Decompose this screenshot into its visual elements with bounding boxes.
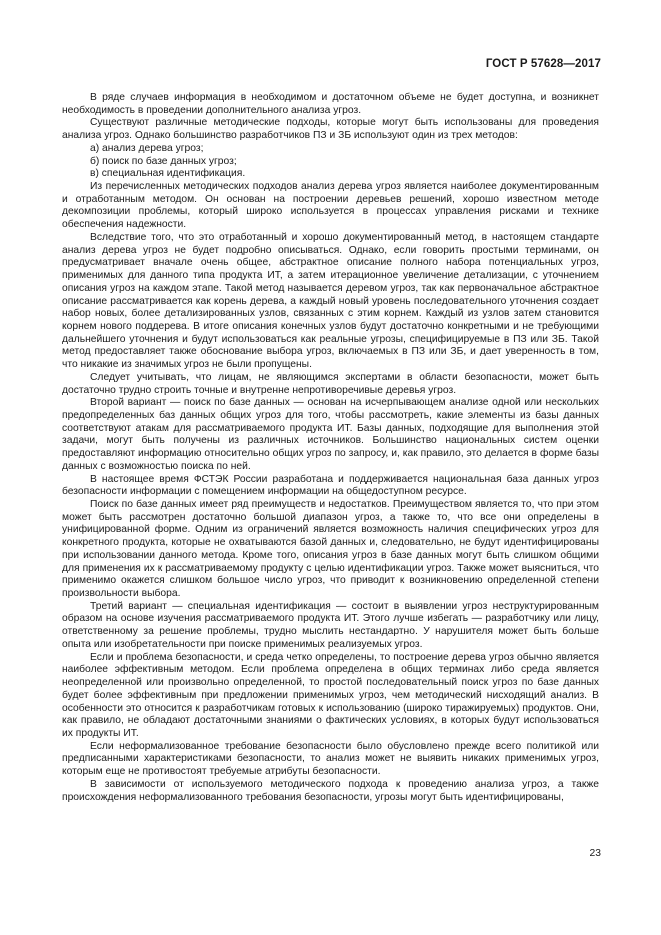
paragraph: В зависимости от используемого методического подхода к проведению анализа угроз, а также происхождения неформализованного требования безопасности, угрозы могут быть идентифицированы,: [62, 778, 599, 803]
page-number: 23: [589, 848, 601, 859]
paragraph: Второй вариант — поиск по базе данных — основан на исчерпывающем анализе одной или нескольких предопределенных баз данных общих угроз для того, чтобы рассмотреть, какие элементы из базы данных соответствуют атакам для рассматриваемого продукта ИТ. Базы данных, подходящие для выполнения этой задачи, могут быть получены из различных источников. Большинство национальных систем оценки предоставляют информацию относительно общих угроз по запросу, и, как правило, это делается в форме базы данных с возможностью поиска по ней.: [62, 397, 599, 472]
paragraph: В ряде случаев информация в необходимом и достаточном объеме не будет доступна, и возникнет необходимость в проведении дополнительного анализа угроз.: [62, 92, 599, 116]
list-item: в) специальная идентификация.: [90, 168, 246, 180]
paragraph: Если и проблема безопасности, и среда четко определены, то построение дерева угроз обычно является наиболее эффективным методом. Если проблема определена в общих терминах либо среда является неопределенной или произвольно определенной, то простой последовательный поиск угроз по базе данных будет более эффективным при предложении применимых угроз, чем методический нисходящий анализ. В особенности это относится к разработчикам готовых к использованию (широко тиражируемых) продуктов. Они, как правило, не обладают достаточными знаниями о фактических условиях, в которых будут использоваться их продукты ИТ.: [62, 651, 599, 739]
body-text: [62, 92, 599, 804]
paragraph: Существуют различные методические подходы, которые могут быть использованы для проведения анализа угроз. Однако большинство разработчиков ПЗ и ЗБ используют один из трех методов:: [62, 117, 599, 142]
paragraph: Следует учитывать, что лицам, не являющимся экспертами в области безопасности, может быть достаточно трудно строить точные и внутренне непротиворечивые деревья угроз.: [62, 371, 599, 396]
paragraph: В настоящее время ФСТЭК России разработана и поддерживается национальная база данных угроз безопасности информации с помещением информации на общедоступном ресурсе.: [62, 473, 599, 498]
paragraph: Вследствие того, что это отработанный и хорошо документированный метод, в настоящем стандарте анализ дерева угроз не будет подробно описываться. Однако, если говорить простыми терминами, он предусматривает вначале очень общее, абстрактное описание полного набора потенциальных угроз, применимых для данного типа продукта ИТ, а затем итерационное увеличение детализации, с уточнением описания угроз на каждом этапе. Такой метод называется деревом угроз, так как первоначальное абстрактное описание рассматривается как корень дерева, а каждый новый уровень последовательного уточнения создает набор новых, более детализированных узлов, связанных с этим корнем. Каждый из узлов затем становится корнем нового поддерева. В итоге описания конечных узлов будут достаточно конкретными и не требующими дальнейшего уточнения и будут использоваться как реальные угрозы, специфицируемые в ПЗ или ЗБ. Такой метод предоставляет также обоснование выбора угроз, включаемых в ПЗ или ЗБ, и дает уверенность в том, что никакие из значимых угроз не были пропущены.: [62, 231, 599, 371]
paragraph: Третий вариант — специальная идентификация — состоит в выявлении угроз неструктурированным образом на основе изучения рассматриваемого продукта ИТ. Этого лучше избегать — разработчику или лицу, ответственному за решение проблемы, трудно мыслить нестандартно. У нарушителя может быть больше опыта или изобретательности при поиске применимых реализуемых угроз.: [62, 600, 599, 650]
paragraph: Поиск по базе данных имеет ряд преимуществ и недостатков. Преимуществом является то, что при этом может быть рассмотрен достаточно большой диапазон угроз, а также то, что все они определены в унифицированной форме. Одним из ограничений является возможность наличия специфических угроз для конкретного продукта, которые не охватываются базой данных и, следовательно, не будут идентифицированы при использовании данного метода. Кроме того, описания угроз в базе данных могут быть слишком общими для применения их к рассматриваемому продукту с целью идентификации угроз. Также может выясниться, что применимо окажется слишком большое число угроз, что приводит к возникновению определенной степени произвольности выбора.: [62, 499, 599, 600]
list-item: б) поиск по базе данных угроз;: [90, 155, 237, 167]
list-item: а) анализ дерева угроз;: [90, 142, 204, 154]
standard-header: ГОСТ Р 57628—2017: [485, 58, 601, 70]
paragraph: Если неформализованное требование безопасности было обусловлено прежде всего политикой или предписанными характеристиками безопасности, то анализ может не выявить никаких применимых угроз, которым еще не противостоят требуемые атрибуты безопасности.: [62, 740, 599, 778]
paragraph: Из перечисленных методических подходов анализ дерева угроз является наиболее документированным и отработанным методом. Он основан на построении деревьев решений, хорошо известном методе декомпозиции проблемы, который широко используется в процессах управления рисками и технике обеспечения надежности.: [62, 181, 599, 231]
